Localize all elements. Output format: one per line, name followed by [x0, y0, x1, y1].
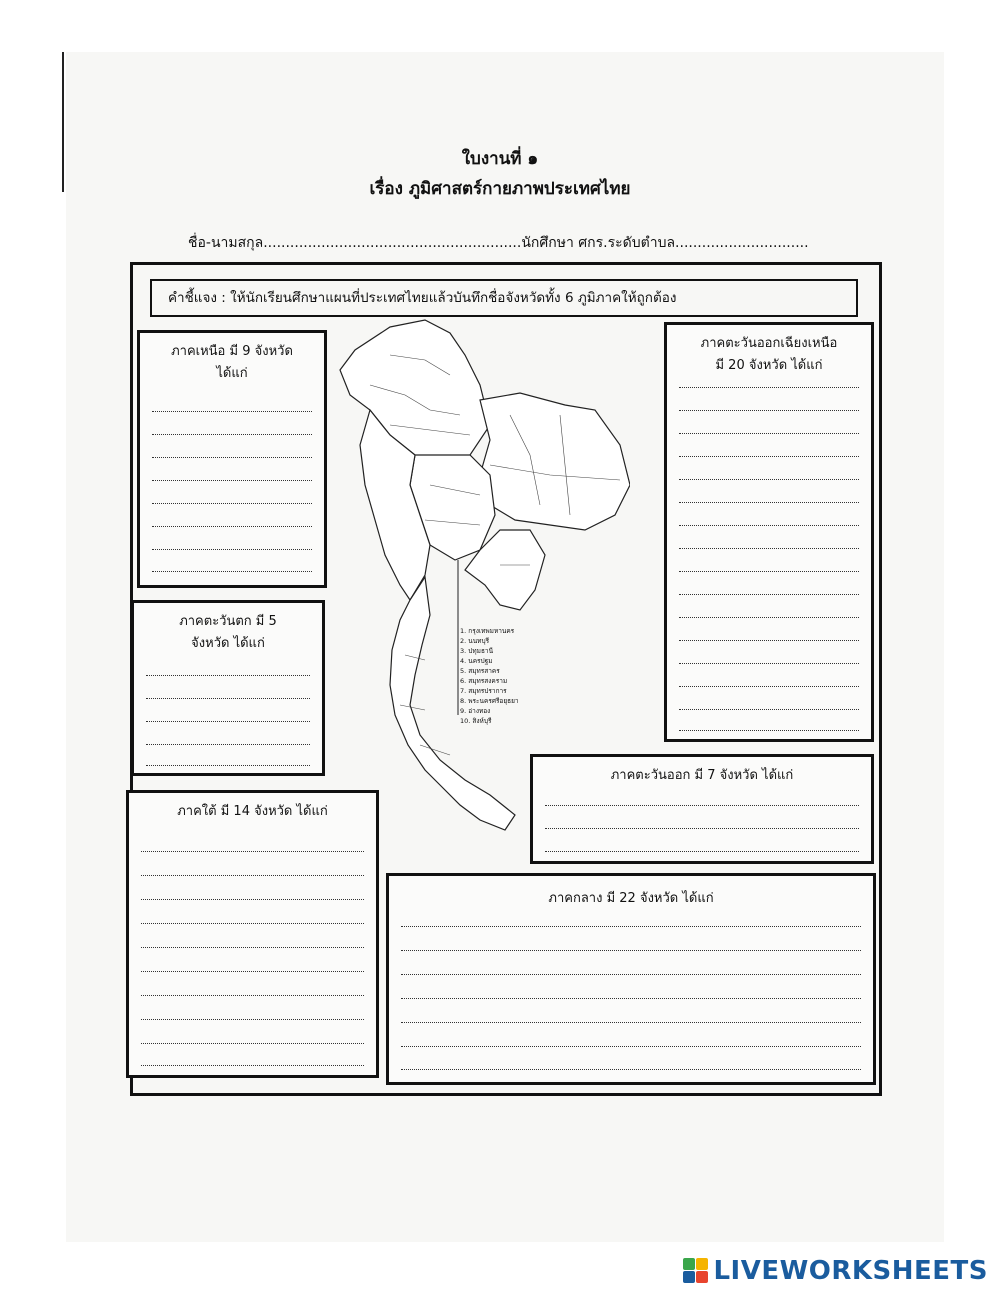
answer-line[interactable]	[152, 571, 312, 572]
answer-line[interactable]	[401, 950, 861, 951]
central-region-title: ภาคกลาง มี 22 จังหวัด ได้แก่	[548, 891, 714, 906]
answer-line[interactable]	[679, 686, 859, 687]
answer-line[interactable]	[141, 851, 364, 852]
map-legend-item: 10. สิงห์บุรี	[460, 717, 492, 725]
answer-line[interactable]	[679, 433, 859, 434]
map-legend-item: 2. นนทบุรี	[460, 637, 490, 645]
answer-line[interactable]	[141, 875, 364, 876]
answer-line[interactable]	[146, 675, 310, 676]
map-legend-item: 9. อ่างทอง	[460, 707, 491, 715]
answer-line[interactable]	[146, 765, 310, 766]
answer-line[interactable]	[152, 503, 312, 504]
thailand-province-map	[330, 315, 630, 840]
answer-line[interactable]	[141, 995, 364, 996]
student-name-line: ชื่อ-นามสกุล..........................................................นักศึกษา ศกร.ระดับตำบล..............................	[188, 235, 809, 251]
answer-line[interactable]	[679, 525, 859, 526]
answer-line[interactable]	[679, 571, 859, 572]
answer-line[interactable]	[679, 617, 859, 618]
answer-line[interactable]	[141, 947, 364, 948]
map-northeast-region	[480, 393, 630, 530]
answer-line[interactable]	[152, 411, 312, 412]
answer-line[interactable]	[141, 971, 364, 972]
west-region-subtitle: จังหวัด ได้แก่	[191, 636, 265, 651]
answer-line[interactable]	[679, 479, 859, 480]
answer-line[interactable]	[401, 926, 861, 927]
answer-line[interactable]	[141, 1019, 364, 1020]
worksheet-number-title: ใบงานที่ ๑	[461, 149, 539, 169]
answer-line[interactable]	[545, 851, 859, 852]
answer-line[interactable]	[152, 526, 312, 527]
map-legend-item: 4. นครปฐม	[460, 657, 493, 665]
east-region-title: ภาคตะวันออก มี 7 จังหวัด ได้แก่	[610, 768, 794, 783]
map-legend-item: 5. สมุทรสาคร	[460, 667, 500, 675]
answer-line[interactable]	[679, 548, 859, 549]
liveworksheets-brand-name: LIVEWORKSHEETS	[713, 1256, 988, 1286]
answer-line[interactable]	[679, 640, 859, 641]
answer-line[interactable]	[141, 1043, 364, 1044]
map-legend-item: 7. สมุทรปราการ	[460, 687, 507, 695]
northeast-region-title: ภาคตะวันออกเฉียงเหนือ	[700, 336, 838, 351]
answer-line[interactable]	[679, 410, 859, 411]
instructions-box: คำชี้แจง : ให้นักเรียนศึกษาแผนที่ประเทศไทยแล้วบันทึกชื่อจังหวัดทั้ง 6 ภูมิภาคให้ถูกต้อง	[150, 279, 858, 317]
answer-line[interactable]	[152, 480, 312, 481]
map-legend-item: 3. ปทุมธานี	[460, 647, 494, 655]
answer-line[interactable]	[401, 1022, 861, 1023]
liveworksheets-logo	[683, 1256, 988, 1286]
answer-line[interactable]	[152, 549, 312, 550]
answer-line[interactable]	[679, 387, 859, 388]
answer-line[interactable]	[679, 502, 859, 503]
answer-line[interactable]	[141, 1065, 364, 1066]
map-legend-item: 1. กรุงเทพมหานคร	[460, 627, 515, 635]
answer-line[interactable]	[401, 1069, 861, 1070]
northeast-region-subtitle: มี 20 จังหวัด ได้แก่	[715, 358, 823, 373]
answer-line[interactable]	[401, 1046, 861, 1047]
answer-line[interactable]	[146, 744, 310, 745]
north-region-subtitle: ได้แก่	[216, 366, 248, 381]
answer-line[interactable]	[679, 456, 859, 457]
answer-line[interactable]	[679, 663, 859, 664]
map-legend-item: 8. พระนครศรีอยุธยา	[460, 697, 519, 705]
map-legend-item: 6. สมุทรสงคราม	[460, 677, 508, 685]
northeast-region-box	[664, 322, 874, 742]
answer-line[interactable]	[679, 594, 859, 595]
answer-line[interactable]	[679, 709, 859, 710]
north-region-title: ภาคเหนือ มี 9 จังหวัด	[171, 344, 293, 359]
south-region-title: ภาคใต้ มี 14 จังหวัด ได้แก่	[177, 804, 328, 819]
answer-line[interactable]	[679, 730, 859, 731]
answer-line[interactable]	[401, 974, 861, 975]
liveworksheets-logo-icon	[683, 1258, 709, 1284]
west-region-box	[131, 600, 325, 776]
answer-line[interactable]	[141, 899, 364, 900]
central-region-box	[386, 873, 876, 1085]
answer-line[interactable]	[141, 923, 364, 924]
answer-line[interactable]	[146, 721, 310, 722]
answer-line[interactable]	[152, 457, 312, 458]
worksheet-topic-title: เรื่อง ภูมิศาสตร์กายภาพประเทศไทย	[369, 179, 631, 199]
answer-line[interactable]	[152, 434, 312, 435]
answer-line[interactable]	[401, 998, 861, 999]
north-region-box	[137, 330, 327, 588]
answer-line[interactable]	[146, 698, 310, 699]
west-region-title: ภาคตะวันตก มี 5	[179, 614, 277, 629]
